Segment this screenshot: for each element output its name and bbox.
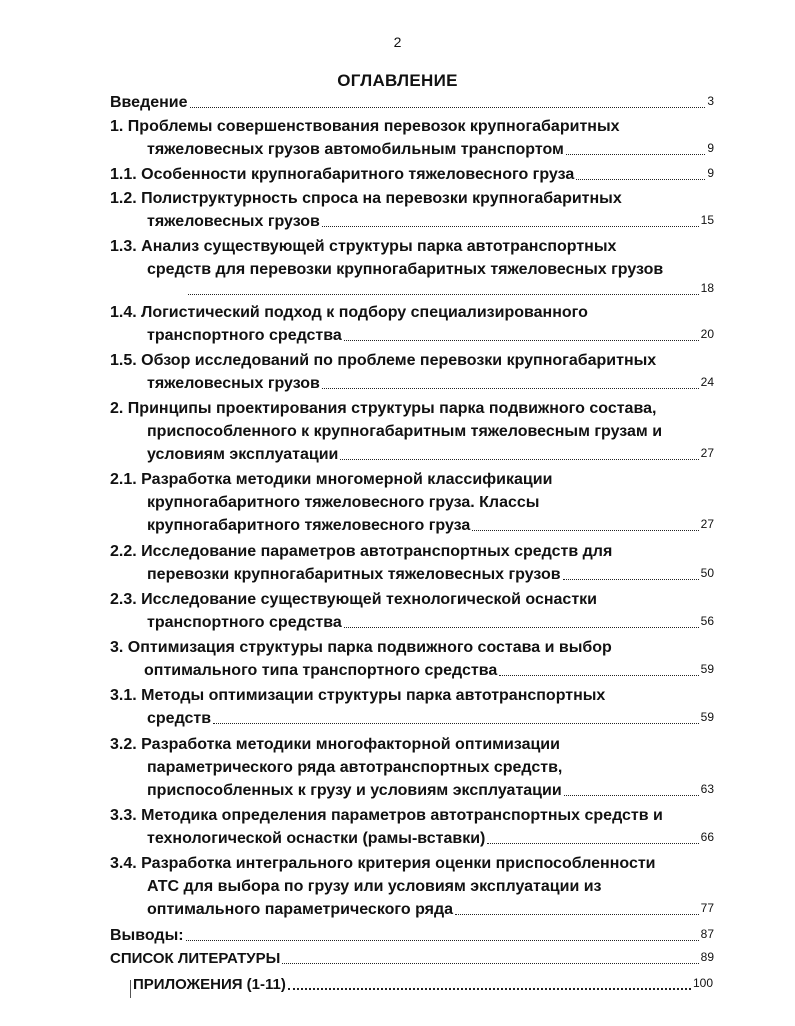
toc-entry-text: крупногабаритного тяжеловесного груза. Классы [147,494,540,511]
toc-entry-1-4[interactable] [110,301,714,347]
toc-entry-text: 3. Оптимизация структуры парка подвижного состава и выбор [110,639,612,656]
toc-entry-text: тяжеловесных грузов [147,213,320,230]
toc-entry-text: 1.2. Полиструктурность спроса на перевозки крупногабаритных [110,190,622,207]
toc-entry-references[interactable] [110,947,714,970]
toc-entry-text: 2.3. Исследование существующей технологической оснастки [110,591,597,608]
toc-entry-text: Введение [110,94,188,111]
toc-entry-text: 3.3. Методика определения параметров автотранспортных средств и [110,807,663,824]
toc-page-number: 27 [700,517,714,531]
toc-page-number: 18 [700,281,714,295]
toc-entry-3-3[interactable] [110,804,714,850]
toc-entry-text: 2. Принципы проектирования структуры парка подвижного состава, [110,400,657,417]
toc-entry-appendices[interactable] [133,973,713,996]
leader-dots [340,458,698,460]
toc-title: ОГЛАВЛЕНИЕ [337,71,458,90]
toc-entry-text: 1.4. Логистический подход к подбору специализированного [110,304,588,321]
toc-entry-3-2[interactable] [110,733,714,802]
leader-dots [487,842,698,844]
leader-dots [472,529,698,531]
toc-page-number: 56 [700,614,714,628]
toc-entry-text: Выводы: [110,927,184,944]
toc-entry-text: транспортного средства [147,327,342,344]
toc-entry-text: оптимального типа транспортного средства [144,662,498,679]
toc-entry-text: 2.1. Разработка методики многомерной классификации [110,471,553,488]
toc-page-number: 15 [700,213,714,227]
toc-entry-text: приспособленных к грузу и условиям эксплуатации [147,782,562,799]
toc-entry-text: тяжеловесных грузов автомобильным транспортом [147,141,564,158]
toc-page-number: 9 [707,141,714,155]
leader-dots [344,339,699,341]
leader-dots [282,962,698,964]
toc-entry-1-5[interactable] [110,349,714,395]
toc-entry-1-2[interactable] [110,187,714,233]
toc-entry-text: перевозки крупногабаритных тяжеловесных грузов [147,566,561,583]
leader-dots [344,626,699,628]
toc-entry-2-1[interactable] [110,468,714,537]
leader-dots [213,722,699,724]
toc-page-number: 100 [692,976,713,990]
toc-entry-text: АТС для выбора по грузу или условиям эксплуатации из [147,878,602,895]
toc-page-number: 66 [700,830,714,844]
toc-entry-text: условиям эксплуатации [147,446,339,463]
leader-dots [564,794,699,796]
toc-entry-3[interactable] [110,636,714,682]
toc-page-number: 20 [700,327,714,341]
toc-page-number: 87 [700,927,714,941]
toc-entry-1-1[interactable] [110,163,714,186]
toc-entry-text: 3.4. Разработка интегрального критерия оценки приспособленности [110,855,656,872]
toc-page-number: 50 [700,566,714,580]
toc-page-number: 59 [700,662,714,676]
leader-dots [186,939,699,941]
toc-entry-text: 1.1. Особенности крупногабаритного тяжеловесного груза [110,166,575,183]
toc-entry-conclusions[interactable] [110,924,714,947]
toc-entry-text: 2.2. Исследование параметров автотранспортных средств для [110,543,613,560]
toc-page-number: 3 [707,94,714,108]
toc-entry-text: оптимального параметрического ряда [147,901,454,918]
toc-entry-2-2[interactable] [110,540,714,586]
toc-entry-text: транспортного средства [147,614,342,631]
leader-dots [190,106,706,108]
leader-dots [455,913,699,915]
toc-entry-text: средств для перевозки крупногабаритных тяжеловесных грузов [147,261,664,278]
toc-entry-text: 1.5. Обзор исследований по проблеме перевозки крупногабаритных [110,352,657,369]
scan-mark [130,980,131,998]
toc-entry-2[interactable] [110,397,714,466]
toc-entry-text: 3.2. Разработка методики многофакторной оптимизации [110,736,560,753]
toc-entry-text: приспособленного к крупногабаритным тяжеловесным грузам и [147,423,663,440]
toc-entry-text: СПИСОК ЛИТЕРАТУРЫ [110,950,281,967]
toc-page-number: 24 [700,375,714,389]
toc-entry-text: средств [147,710,212,727]
page-number: 2 [393,34,402,50]
toc-entry-text: ПРИЛОЖЕНИЯ (1-11) [133,976,286,993]
toc-entry-2-3[interactable] [110,588,714,634]
toc-entry-introduction[interactable] [110,91,714,114]
toc-entry-3-1[interactable] [110,684,714,730]
toc-entry-3-4[interactable] [110,852,714,921]
toc-entry-text: крупногабаритного тяжеловесного груза [147,517,471,534]
toc-page-number: 89 [700,950,714,964]
leader-dots [563,578,699,580]
toc-entry-text: параметрического ряда автотранспортных средств, [147,759,563,776]
leader-dots [322,225,699,227]
leader-dots [566,153,705,155]
toc-entry-text: 1.3. Анализ существующей структуры парка автотранспортных [110,238,617,255]
toc-entry-text: тяжеловесных грузов [147,375,320,392]
toc-entry-1[interactable] [110,115,714,161]
leader-dots [288,987,691,990]
toc-entry-text: технологической оснастки (рамы-вставки) [147,830,486,847]
leader-dots [322,387,699,389]
toc-entry-text: 3.1. Методы оптимизации структуры парка автотранспортных [110,687,606,704]
toc-page-number: 9 [707,166,714,180]
leader-dots [499,674,698,676]
toc-entry-text: 1. Проблемы совершенствования перевозок крупногабаритных [110,118,620,135]
toc-entry-1-3[interactable] [110,235,714,301]
toc-page-number: 59 [700,710,714,724]
toc-page-number: 27 [700,446,714,460]
leader-dots [188,293,699,295]
toc-page-number: 77 [700,901,714,915]
leader-dots [576,178,705,180]
toc-page-number: 63 [700,782,714,796]
